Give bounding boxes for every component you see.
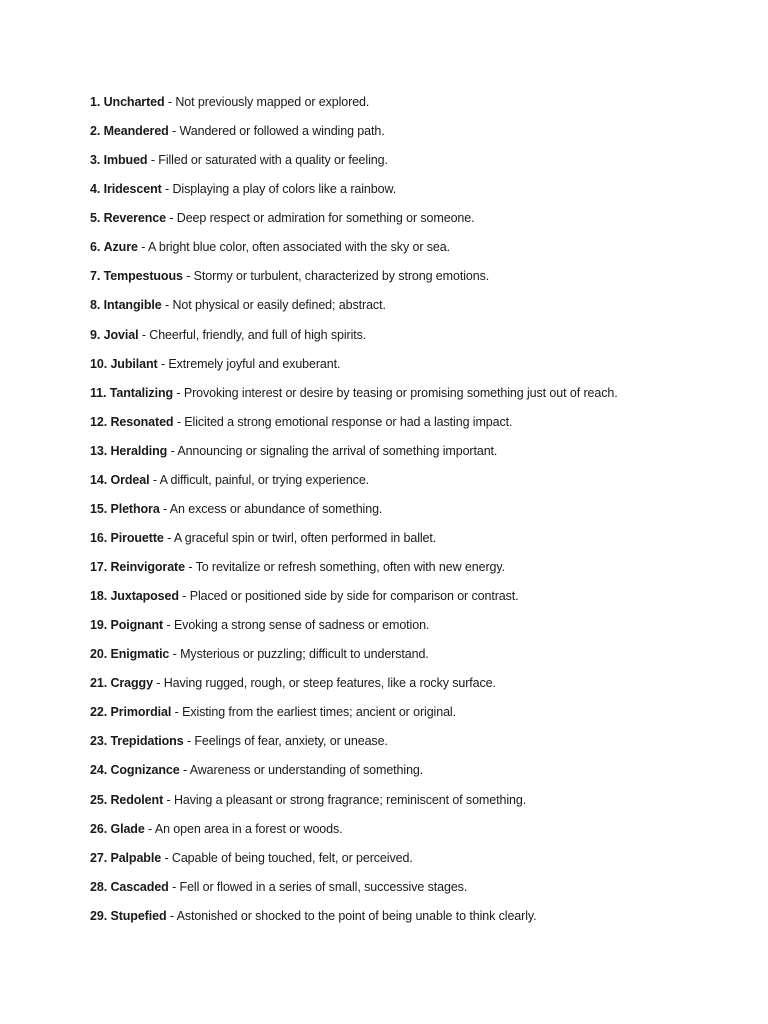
entry-term: Ordeal: [110, 472, 150, 487]
entry-term: Palpable: [110, 850, 162, 865]
entry-separator: -: [152, 676, 164, 691]
list-item: [90, 151, 750, 180]
entry-definition: Stormy or turbulent, characterized by strong emotions.: [193, 269, 490, 284]
entry-term: Stupefied: [110, 908, 167, 923]
entry-number: 28.: [90, 879, 108, 894]
entry-term: Craggy: [110, 676, 153, 691]
list-item: [90, 849, 750, 878]
entry-term: Tantalizing: [109, 385, 174, 400]
list-item: [90, 384, 750, 413]
entry-separator: -: [165, 211, 177, 226]
vocabulary-list: [90, 93, 750, 936]
entry-term: Reverence: [103, 211, 166, 226]
entry-separator: -: [168, 124, 180, 139]
entry-number: 24.: [90, 763, 108, 778]
entry-separator: -: [173, 385, 184, 400]
list-item: [90, 326, 750, 355]
list-item: [90, 907, 750, 936]
entry-separator: -: [169, 647, 181, 662]
entry-term: Jubilant: [110, 356, 158, 371]
entry-separator: -: [161, 850, 172, 865]
entry-separator: -: [178, 589, 190, 604]
entry-definition: Mysterious or puzzling; difficult to understand.: [180, 647, 429, 662]
list-item: [90, 529, 750, 558]
entry-definition: Fell or flowed in a series of small, successive stages.: [179, 879, 468, 894]
entry-separator: -: [164, 95, 176, 109]
entry-term: Jovial: [103, 327, 139, 342]
list-item: [90, 645, 750, 674]
entry-number: 4.: [90, 182, 101, 197]
entry-separator: -: [137, 240, 148, 255]
entry-separator: -: [149, 472, 160, 487]
entry-term: Cognizance: [110, 763, 180, 778]
entry-number: 15.: [90, 501, 108, 516]
entry-definition: To revitalize or refresh something, often with new energy.: [195, 560, 505, 574]
entry-term: Primordial: [110, 705, 172, 720]
list-item: [90, 761, 750, 790]
list-item: [90, 471, 750, 500]
entry-number: 20.: [90, 647, 108, 662]
list-item: [90, 442, 750, 471]
entry-separator: -: [171, 705, 183, 720]
entry-separator: -: [159, 501, 170, 516]
entry-number: 14.: [90, 472, 108, 487]
list-item: [90, 791, 750, 820]
entry-definition: Displaying a play of colors like a rainbow.: [172, 182, 397, 197]
entry-definition: A graceful spin or twirl, often performed in ballet.: [173, 530, 437, 545]
entry-definition: A bright blue color, often associated with the sky or sea.: [147, 240, 450, 255]
entry-number: 1.: [90, 95, 101, 109]
entry-number: 26.: [90, 821, 108, 836]
entry-separator: -: [173, 414, 185, 429]
entry-definition: Capable of being touched, felt, or perceived.: [171, 850, 413, 865]
entry-number: 10.: [90, 356, 108, 371]
entry-number: 29.: [90, 908, 108, 923]
entry-number: 6.: [90, 240, 101, 255]
list-item: [90, 616, 750, 645]
entry-term: Enigmatic: [110, 647, 170, 662]
entry-definition: A difficult, painful, or trying experience.: [159, 472, 370, 487]
entry-number: 16.: [90, 530, 108, 545]
entry-definition: Astonished or shocked to the point of being unable to think clearly.: [176, 908, 537, 923]
entry-number: 23.: [90, 734, 108, 749]
list-item: [90, 413, 750, 442]
entry-definition: Provoking interest or desire by teasing or promising something just out of reach.: [183, 385, 618, 400]
entry-term: Poignant: [110, 618, 164, 633]
entry-number: 5.: [90, 211, 101, 226]
entry-separator: -: [147, 153, 159, 168]
entry-term: Trepidations: [110, 734, 184, 749]
entry-definition: Existing from the earliest times; ancient or original.: [182, 705, 456, 720]
list-item: [90, 703, 750, 732]
entry-definition: Having rugged, rough, or steep features, like a rocky surface.: [163, 676, 496, 691]
entry-definition: Announcing or signaling the arrival of something important.: [177, 443, 498, 458]
list-item: [90, 122, 750, 151]
entry-separator: -: [163, 792, 174, 807]
entry-term: Iridescent: [103, 182, 162, 197]
entry-definition: An excess or abundance of something.: [169, 501, 383, 516]
entry-definition: Evoking a strong sense of sadness or emotion.: [173, 618, 430, 633]
list-item: [90, 674, 750, 703]
entry-term: Juxtaposed: [110, 589, 179, 604]
list-item: [90, 267, 750, 296]
entry-number: 11.: [90, 385, 107, 400]
entry-term: Azure: [103, 240, 138, 255]
entry-number: 22.: [90, 705, 108, 720]
list-item: [90, 500, 750, 529]
entry-number: 12.: [90, 414, 108, 429]
list-item: [90, 732, 750, 761]
entry-separator: -: [163, 618, 174, 633]
entry-separator: -: [161, 298, 173, 313]
entry-term: Redolent: [110, 792, 164, 807]
entry-separator: -: [183, 734, 195, 749]
entry-definition: An open area in a forest or woods.: [154, 821, 343, 836]
entry-separator: -: [144, 821, 155, 836]
entry-number: 21.: [90, 676, 108, 691]
entry-number: 19.: [90, 618, 108, 633]
entry-separator: -: [182, 269, 194, 284]
list-item: [90, 209, 750, 238]
entry-definition: Filled or saturated with a quality or feeling.: [158, 153, 388, 168]
entry-term: Intangible: [103, 298, 162, 313]
list-item: [90, 558, 750, 587]
entry-separator: -: [179, 763, 190, 778]
list-item: [90, 93, 750, 122]
entry-number: 25.: [90, 792, 108, 807]
entry-separator: -: [161, 182, 173, 197]
entry-definition: Not physical or easily defined; abstract.: [172, 298, 386, 313]
entry-term: Tempestuous: [103, 269, 183, 284]
entry-separator: -: [168, 879, 180, 894]
list-item: [90, 820, 750, 849]
entry-number: 8.: [90, 298, 101, 313]
entry-number: 13.: [90, 443, 108, 458]
list-item: [90, 355, 750, 384]
entry-definition: Deep respect or admiration for something or someone.: [176, 211, 475, 226]
list-item: [90, 238, 750, 267]
entry-definition: Having a pleasant or strong fragrance; reminiscent of something.: [173, 792, 527, 807]
entry-number: 18.: [90, 589, 108, 604]
entry-term: Imbued: [103, 153, 148, 168]
entry-number: 9.: [90, 327, 101, 342]
entry-number: 7.: [90, 269, 101, 284]
entry-definition: Extremely joyful and exuberant.: [168, 356, 341, 371]
entry-separator: -: [138, 327, 150, 342]
entry-definition: Elicited a strong emotional response or had a lasting impact.: [184, 414, 513, 429]
entry-definition: Not previously mapped or explored.: [175, 95, 370, 109]
entry-term: Uncharted: [103, 95, 165, 109]
list-item: [90, 296, 750, 325]
entry-separator: -: [163, 530, 174, 545]
entry-number: 27.: [90, 850, 108, 865]
entry-separator: -: [167, 443, 178, 458]
list-item: [90, 180, 750, 209]
entry-definition: Feelings of fear, anxiety, or unease.: [194, 734, 388, 749]
entry-term: Cascaded: [110, 879, 169, 894]
entry-term: Meandered: [103, 124, 169, 139]
entry-definition: Cheerful, friendly, and full of high spirits.: [149, 327, 367, 342]
entry-definition: Awareness or understanding of something.: [189, 763, 424, 778]
entry-definition: Placed or positioned side by side for comparison or contrast.: [189, 589, 519, 604]
entry-number: 3.: [90, 153, 101, 168]
entry-term: Glade: [110, 821, 145, 836]
entry-separator: -: [166, 908, 177, 923]
list-item: [90, 587, 750, 616]
entry-term: Resonated: [110, 414, 174, 429]
entry-separator: -: [157, 356, 169, 371]
entry-definition: Wandered or followed a winding path.: [179, 124, 385, 139]
entry-separator: -: [184, 560, 196, 574]
entry-term: Heralding: [110, 443, 168, 458]
list-item: [90, 878, 750, 907]
entry-term: Reinvigorate: [110, 560, 185, 574]
entry-number: 17.: [90, 560, 108, 574]
entry-term: Plethora: [110, 501, 160, 516]
entry-number: 2.: [90, 124, 101, 139]
entry-term: Pirouette: [110, 530, 164, 545]
